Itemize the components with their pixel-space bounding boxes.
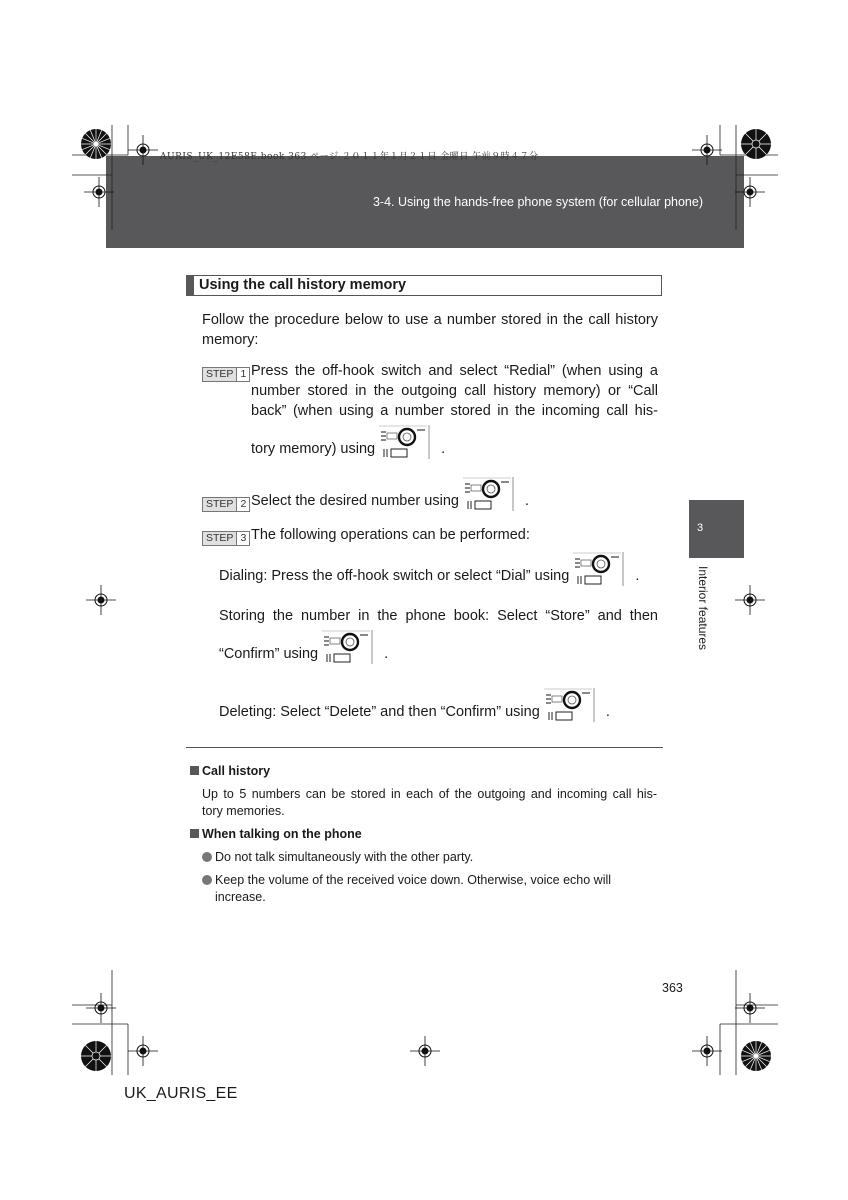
chapter-label: Interior features xyxy=(696,566,710,651)
step-3-text: The following operations can be performed: xyxy=(251,527,530,543)
step-label: STEP xyxy=(202,531,237,546)
op-deleting-end: . xyxy=(605,704,610,720)
note-heading-text: Call history xyxy=(202,764,271,778)
starburst-mark-icon xyxy=(80,128,112,160)
starburst-mark-icon xyxy=(740,128,772,160)
registration-mark-icon xyxy=(735,585,765,615)
step-label: STEP xyxy=(202,367,237,382)
registration-mark-icon xyxy=(128,135,158,165)
step-number: 1 xyxy=(236,367,250,382)
op-deleting-text: Deleting: Select “Delete” and then “Confirm” using xyxy=(219,704,540,720)
registration-mark-icon xyxy=(86,993,116,1023)
intro-line-1: Follow the procedure below to use a number stored in the call history xyxy=(202,312,658,328)
page-number: 363 xyxy=(662,981,683,995)
op-storing-line-1: Storing the number in the phone book: Select “Store” and then xyxy=(219,608,658,624)
op-dialing-end: . xyxy=(635,568,640,584)
step-2-text: Select the desired number using xyxy=(251,493,459,509)
registration-mark-icon xyxy=(86,585,116,615)
registration-mark-icon xyxy=(128,1036,158,1066)
step-1-last-text: tory memory) using xyxy=(251,441,376,457)
note-heading-text: When talking on the phone xyxy=(202,827,362,841)
note-1-line-2: tory memories. xyxy=(202,804,285,818)
registration-mark-icon xyxy=(735,993,765,1023)
footer-code: UK_AURIS_EE xyxy=(124,1085,238,1102)
registration-mark-icon xyxy=(692,135,722,165)
registration-mark-icon xyxy=(84,177,114,207)
step-2-end: . xyxy=(525,493,530,509)
step-1-line-3: back” (when using a number stored in the incoming call his- xyxy=(251,403,658,419)
registration-mark-icon xyxy=(692,1036,722,1066)
step-number: 3 xyxy=(236,531,250,546)
registration-mark-icon xyxy=(410,1036,440,1066)
op-storing-text: “Confirm” using xyxy=(219,646,319,662)
step-label: STEP xyxy=(202,497,237,512)
note-2-bullet-2-cont: increase. xyxy=(215,890,266,904)
starburst-mark-icon xyxy=(80,1040,112,1072)
bullet-text: Keep the volume of the received voice down. Otherwise, voice echo will xyxy=(215,873,612,887)
step-1-line-1: Press the off-hook switch and select “Redial” (when using a xyxy=(251,363,658,379)
op-storing-end: . xyxy=(384,646,389,662)
registration-mark-icon xyxy=(735,177,765,207)
step-1-line-2: number stored in the outgoing call history memory) or “Call xyxy=(251,383,658,399)
step-1-end: . xyxy=(441,441,446,457)
op-dialing-text: Dialing: Press the off-hook switch or select “Dial” using xyxy=(219,568,570,584)
bullet-text: Do not talk simultaneously with the other party. xyxy=(215,850,474,864)
step-number: 2 xyxy=(236,497,250,512)
intro-line-2: memory: xyxy=(202,332,259,348)
section-title: 3-4. Using the hands-free phone system (for cellular phone) xyxy=(372,195,703,209)
section-heading: Using the call history memory xyxy=(199,277,407,293)
note-1-line-1: Up to 5 numbers can be stored in each of the outgoing and incoming call his- xyxy=(202,787,657,801)
starburst-mark-icon xyxy=(740,1040,772,1072)
chapter-number: 3 xyxy=(697,522,704,534)
print-slug: AURIS_UK_12E58E.book 363 ページ ２０１１年１月２１日 金曜日 午前９時４７分 xyxy=(160,152,539,162)
